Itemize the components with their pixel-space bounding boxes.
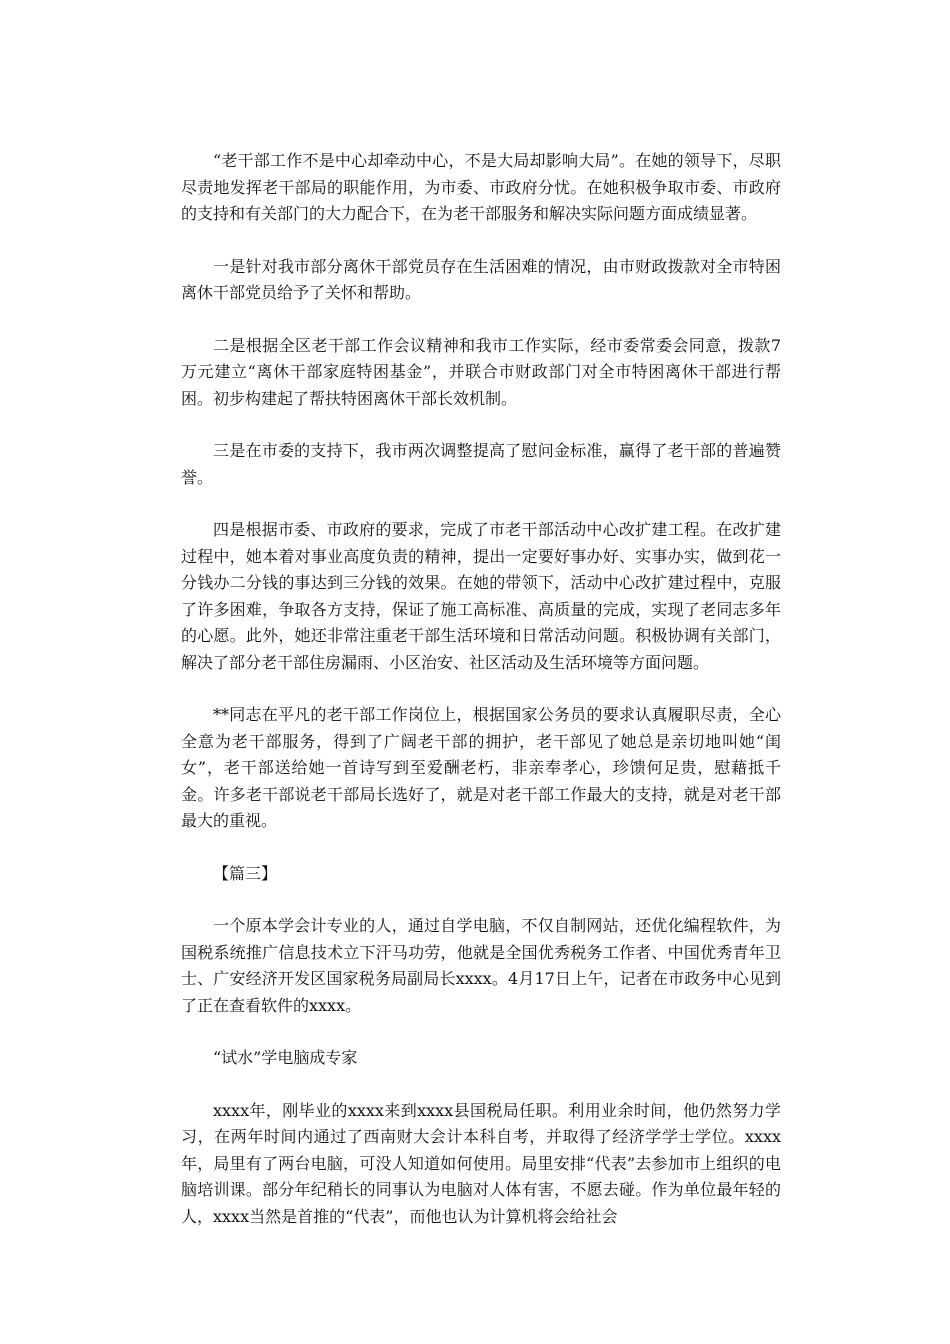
paragraph-point-two: 二是根据全区老干部工作会议精神和我市工作实际，经市委常委会同意，拨款7万元建立“离休干部家庭特困基金”，并联合市财政部门对全市特困离休干部进行帮困。初步构建起了帮扶特困离休干部长效机制。 — [181, 335, 781, 408]
paragraph-point-three: 三是在市委的支持下，我市两次调整提高了慰问金标准，赢得了老干部的普遍赞誉。 — [181, 441, 781, 487]
document-body — [181, 148, 781, 1256]
section-title: 【篇三】 — [213, 863, 278, 883]
paragraph-intro: “老干部工作不是中心却牵动中心，不是大局却影响大局”。在她的领导下，尽职尽责地发挥老干部局的职能作用，为市委、市政府分忧。在她积极争取市委、市政府的支持和有关部门的大力配合下，在为老干部服务和解决实际问题方面成绩显著。 — [181, 151, 781, 223]
subheading: “试水”学电脑成专家 — [213, 1048, 358, 1067]
paragraph-story: xxxx年，刚毕业的xxxx来到xxxx县国税局任职。利用业余时间，他仍然努力学习，在两年时间内通过了西南财大会计本科自考，并取得了经济学学士学位。xxxx年，局里有了两台电脑，可没人知道如何使用。局里安排“代表”去参加市上组织的电脑培训课。部分年纪稍长的同事认为电脑对人体有害，不愿去碰。作为单位最年轻的人，xxxx当然是首推的“代表”，而他也认为计算机将会给社会 — [181, 1100, 781, 1226]
paragraph-summary: **同志在平凡的老干部工作岗位上，根据国家公务员的要求认真履职尽责，全心全意为老干部服务，得到了广阔老干部的拥护，老干部见了她总是亲切地叫她“闺女”，老干部送给她一首诗写到至爱酬老朽，非亲奉孝心，珍馈何足贵，慰藉抵千金。许多老干部说老干部局长选好了，就是对老干部工作最大的支持，就是对老干部最大的重视。 — [181, 705, 781, 830]
paragraph-point-one: 一是针对我市部分离休干部党员存在生活困难的情况，由市财政拨款对全市特困离休干部党员给予了关怀和帮助。 — [181, 256, 781, 302]
paragraph-point-four: 四是根据市委、市政府的要求，完成了市老干部活动中心改扩建工程。在改扩建过程中，她本着对事业高度负责的精神，提出一定要好事办好、实事办实，做到花一分钱办二分钱的事达到三分钱的效果。在她的带领下，活动中心改扩建过程中，克服了许多困难，争取各方支持，保证了施工高标准、高质量的完成，实现了老同志多年的心愿。此外，她还非常注重老干部生活环境和日常活动问题。积极协调有关部门，解决了部分老干部住房漏雨、小区治安、社区活动及生活环境等方面问题。 — [181, 520, 781, 672]
paragraph-section-intro: 一个原本学会计专业的人，通过自学电脑，不仅自制网站，还优化编程软件，为国税系统推广信息技术立下汗马功劳，他就是全国优秀税务工作者、中国优秀青年卫士、广安经济开发区国家税务局副局长xxxx。4月17日上午，记者在市政务中心见到了正在查看软件的xxxx。 — [181, 916, 781, 1015]
